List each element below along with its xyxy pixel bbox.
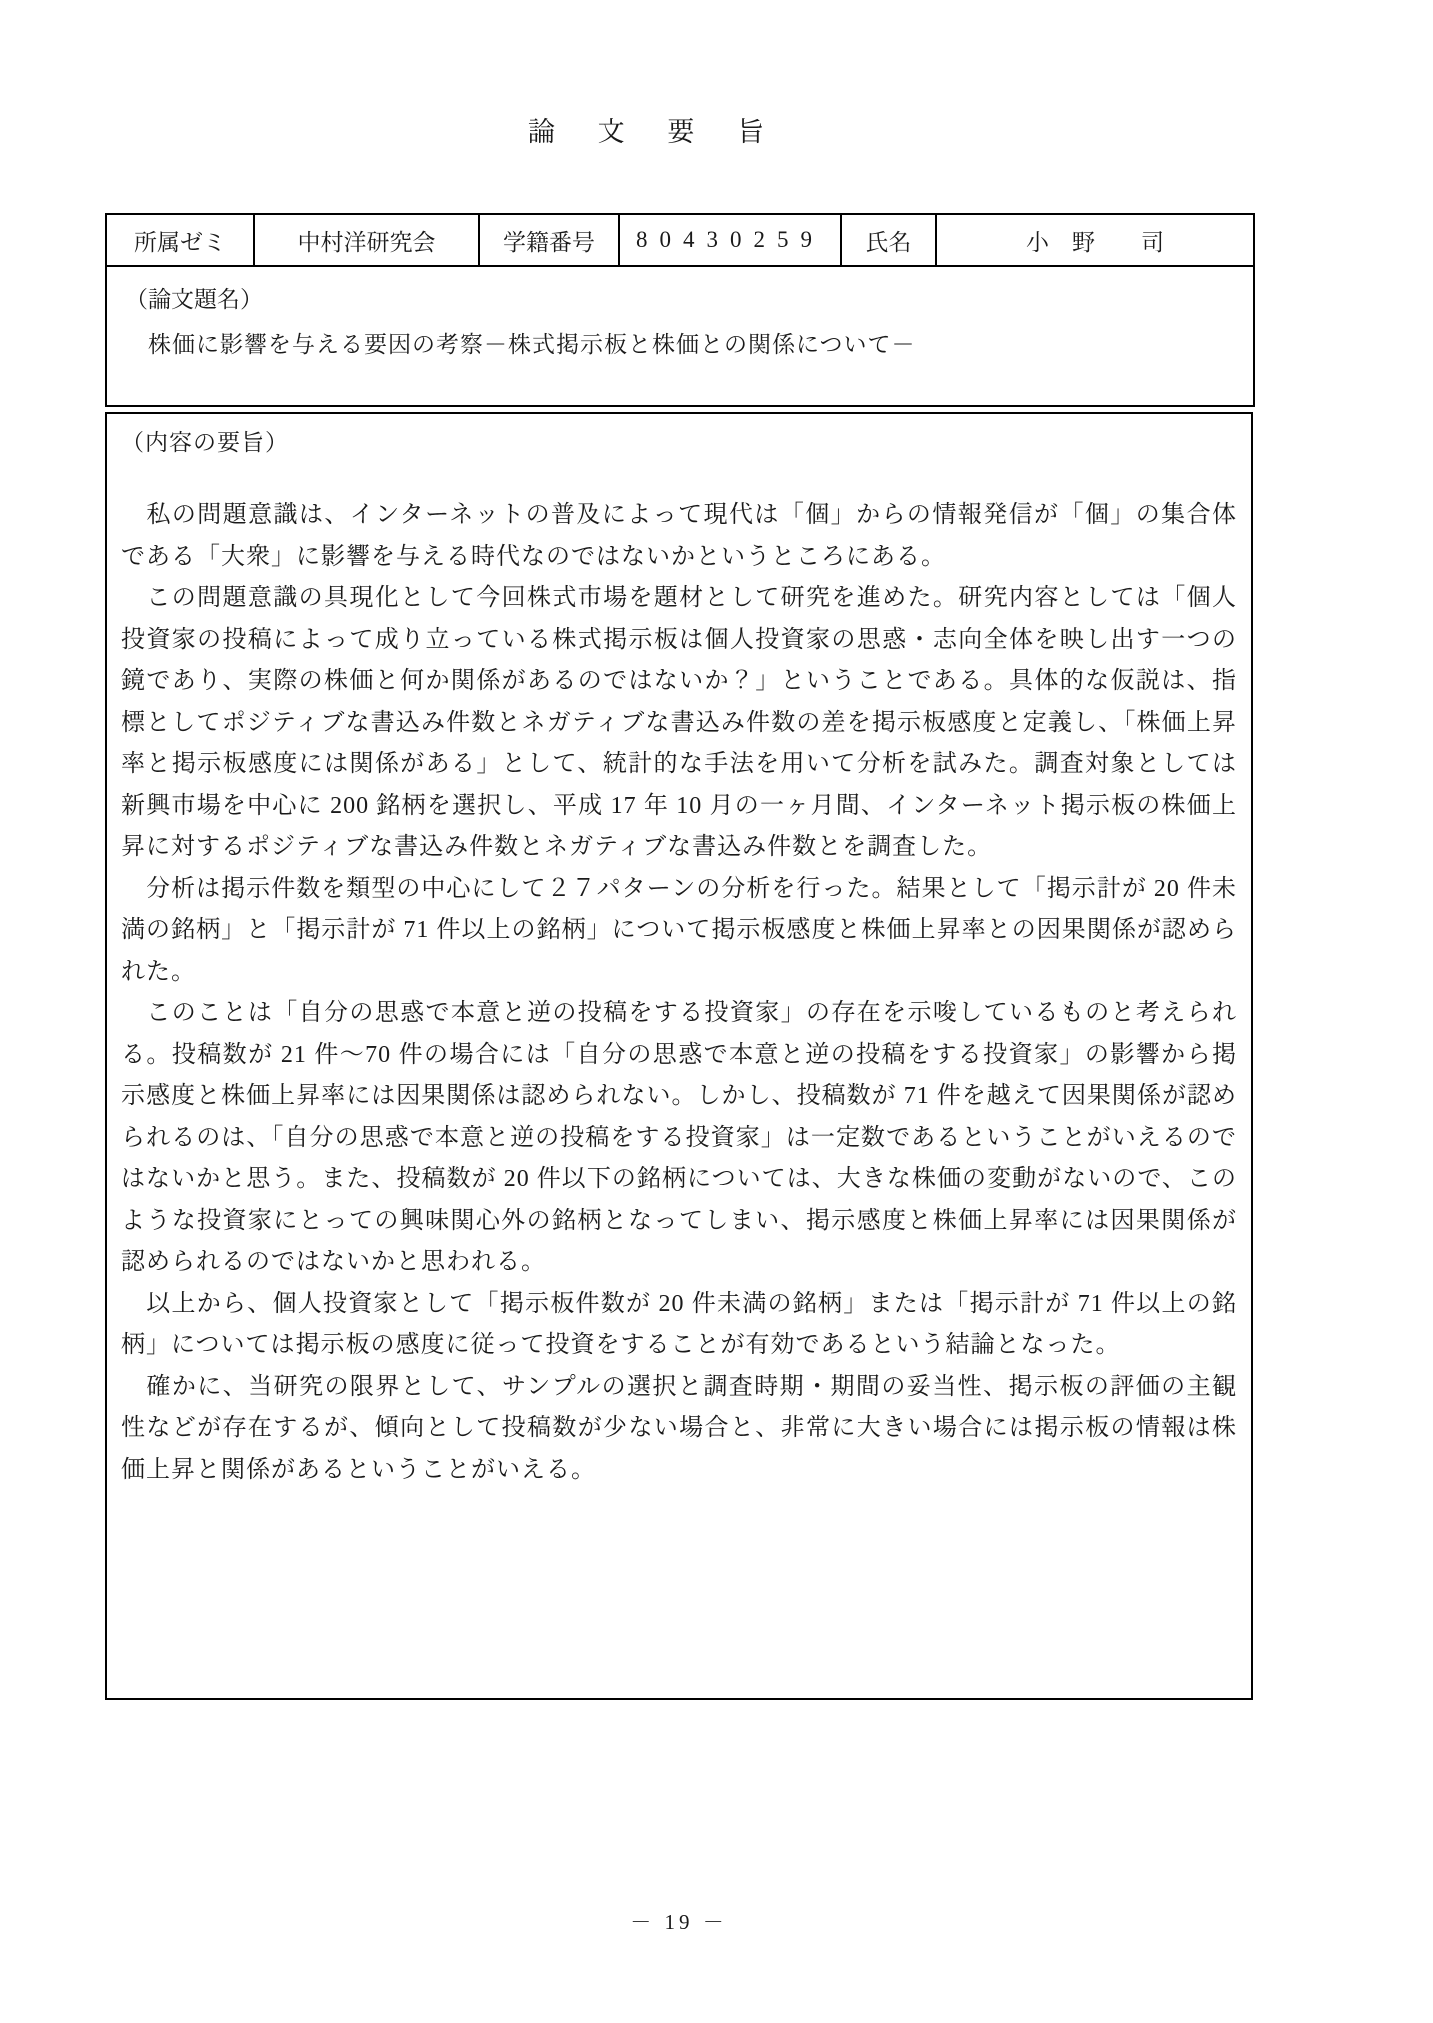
abstract-paragraph: 分析は掲示件数を類型の中心にして２７パターンの分析を行った。結果として「掲示計が 20 件未満の銘柄」と「掲示計が 71 件以上の銘柄」について掲示板感度と株価上昇率との因果関係が認められた。: [121, 875, 1237, 985]
thesis-title-label: （論文題名）: [125, 287, 263, 312]
abstract-paragraph: この問題意識の具現化として今回株式市場を題材として研究を進めた。研究内容としては「個人投資家の投稿によって成り立っている株式掲示板は個人投資家の思惑・志向全体を映し出す一つの鏡であり、実際の株価と何か関係があるのではないか？」ということである。具体的な仮説は、指標としてポジティブな書込み件数とネガティブな書込み件数の差を掲示板感度と定義し、「株価上昇率と掲示板感度には関係がある」として、統計的な手法を用いて分析を試みた。調査対象としては新興市場を中心に 200 銘柄を選択し、平成 17 年 10 月の一ヶ月間、インターネット掲示板の株価上昇に対するポジティブな書込み件数とネガティブな書込み件数とを調査した。: [121, 585, 1237, 860]
abstract-paragraph: 以上から、個人投資家として「掲示板件数が 20 件未満の銘柄」または「掲示計が 71 件以上の銘柄」については掲示板の感度に従って投資をすることが有効であるという結論となった。: [121, 1290, 1237, 1358]
name-label-cell: 氏名: [841, 214, 936, 266]
student-id-label-cell: 学籍番号: [479, 214, 619, 266]
abstract-paragraph: 私の問題意識は、インターネットの普及によって現代は「個」からの情報発信が「個」の集合体である「大衆」に影響を与える時代なのではないかというところにある。: [121, 502, 1237, 570]
seminar-value-cell: 中村洋研究会: [254, 214, 479, 266]
name-value-cell: 小 野 司: [936, 214, 1254, 266]
header-row: [106, 214, 1254, 266]
abstract-paragraph: 確かに、当研究の限界として、サンプルの選択と調査時期・期間の妥当性、掲示板の評価の主観性などが存在するが、傾向として投稿数が少ない場合と、非常に大きい場合には掲示板の情報は株価上昇と関係があるということがいえる。: [121, 1373, 1237, 1483]
page-number: － 19 －: [630, 1910, 728, 1934]
thesis-title-value: 株価に影響を与える要因の考察－株式掲示板と株価との関係について－: [148, 332, 916, 357]
student-id-value-cell: 80430259: [619, 214, 841, 266]
abstract-paragraphs: [121, 495, 1237, 1491]
thesis-title-cell: [106, 266, 1254, 406]
abstract-box: [105, 412, 1253, 1700]
document-title: 論 文 要 旨: [527, 117, 783, 147]
abstract-label: （内容の要旨）: [121, 430, 289, 455]
thesis-title-row: [106, 266, 1254, 406]
header-table: [105, 213, 1255, 407]
seminar-label-cell: 所属ゼミ: [106, 214, 254, 266]
abstract-paragraph: このことは「自分の思惑で本意と逆の投稿をする投資家」の存在を示唆しているものと考えられる。投稿数が 21 件～70 件の場合には「自分の思惑で本意と逆の投稿をする投資家」の影響から掲示感度と株価上昇率には因果関係は認められない。しかし、投稿数が 71 件を越えて因果関係が認められるのは、「自分の思惑で本意と逆の投稿をする投資家」は一定数であるということがいえるのではないかと思う。また、投稿数が 20 件以下の銘柄については、大きな株価の変動がないので、このような投資家にとっての興味関心外の銘柄となってしまい、掲示感度と株価上昇率には因果関係が認められるのではないかと思われる。: [121, 1000, 1237, 1275]
